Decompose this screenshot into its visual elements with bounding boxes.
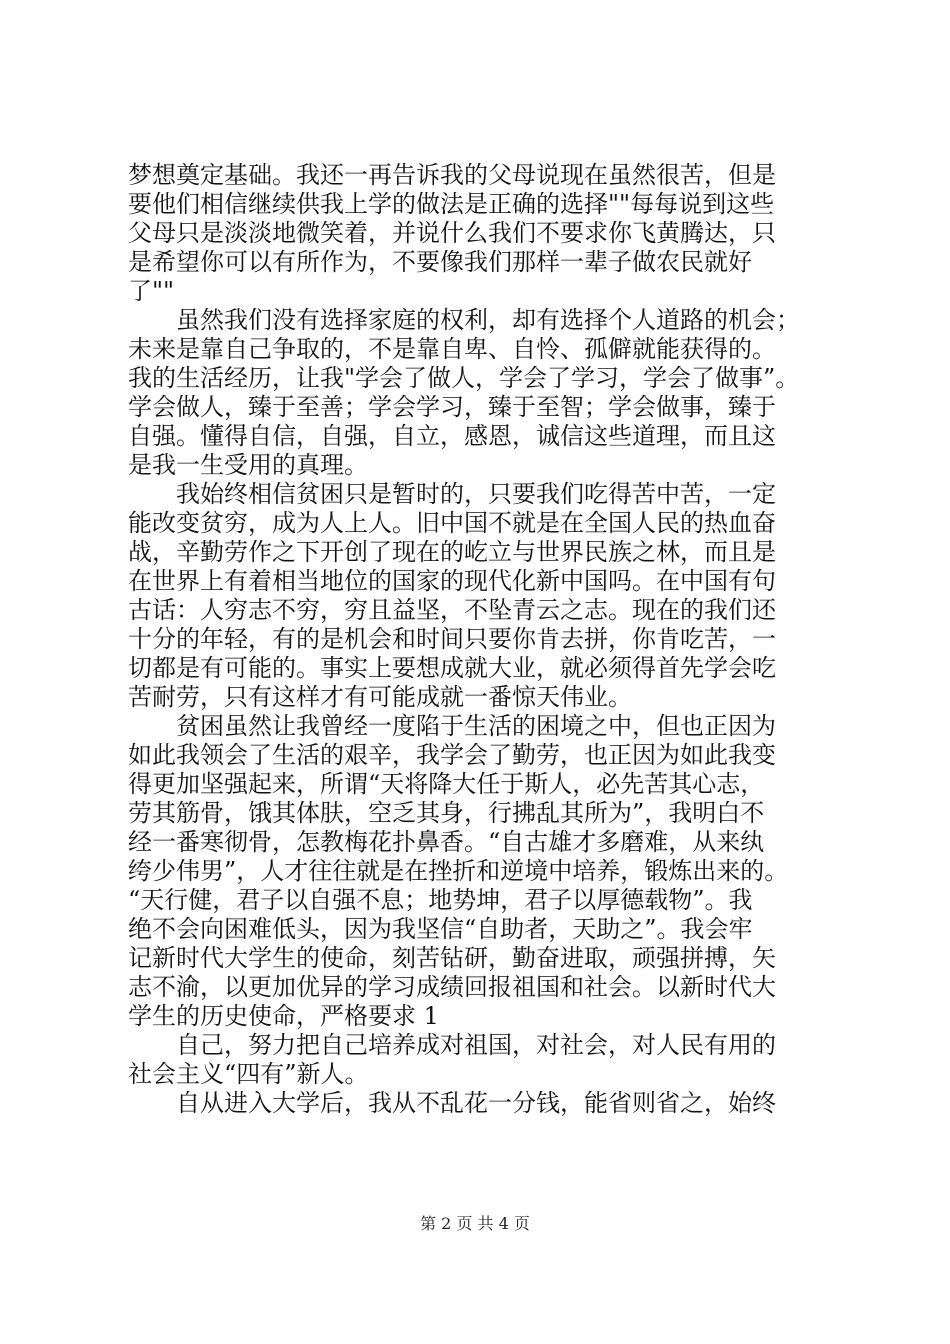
text-line: 我始终相信贫困只是暂时的，只要我们吃得苦中苦，一定 [128, 480, 776, 508]
text-line: 社会主义“四有”新人。 [128, 1060, 369, 1088]
text-line: 战，辛勤劳作之下开创了现在的屹立与世界民族之林，而且是 [128, 538, 776, 566]
text-line: 能改变贫穷，成为人上人。旧中国不就是在全国人民的热血奋 [128, 509, 776, 537]
text-line: 我的生活经历，让我"学会了做人，学会了学习，学会了做事”。 [128, 364, 800, 392]
text-line: 在世界上有着相当地位的国家的现代化新中国吗。在中国有句 [128, 567, 776, 595]
text-line: 绝不会向困难低头，因为我坚信“自助者，天助之”。我会牢 [128, 915, 753, 943]
text-line: 如此我领会了生活的艰辛，我学会了勤劳，也正因为如此我变 [128, 741, 776, 769]
text-line: 绔少伟男”，人才往往就是在挫折和逆境中培养，锻炼出来的。 [128, 857, 789, 885]
text-line: 得更加坚强起来，所谓“天将降大任于斯人，必先苦其心志， [128, 770, 765, 798]
text-line: 十分的年轻，有的是机会和时间只要你肯去拼，你肯吃苦，一 [128, 625, 776, 653]
text-line: 了"" [128, 277, 175, 305]
text-line: 学生的历史使命，严格要求 1 [128, 1002, 439, 1030]
text-line: 经一番寒彻骨，怎教梅花扑鼻香。“自古雄才多磨难，从来纨 [128, 828, 765, 856]
text-line: 未来是靠自己争取的，不是靠自卑、自怜、孤僻就能获得的。 [128, 335, 776, 363]
text-line: 自从进入大学后，我从不乱花一分钱，能省则省之，始终 [128, 1089, 776, 1117]
text-line: 是我一生受用的真理。 [128, 451, 368, 479]
text-line: 虽然我们没有选择家庭的权利，却有选择个人道路的机会； [128, 306, 800, 334]
text-line: 古话：人穷志不穷，穷且益坚，不坠青云之志。现在的我们还 [128, 596, 776, 624]
text-line: 志不渝，以更加优异的学习成绩回报祖国和社会。以新时代大 [128, 973, 776, 1001]
text-line: “天行健，君子以自强不息；地势坤，君子以厚德载物”。我 [128, 886, 753, 914]
text-line: 劳其筋骨，饿其体肤，空乏其身，行拂乱其所为”，我明白不 [128, 799, 765, 827]
text-line: 苦耐劳，只有这样才有可能成就一番惊天伟业。 [128, 683, 632, 711]
text-line: 是希望你可以有所作为，不要像我们那样一辈子做农民就好 [128, 248, 752, 276]
text-line: 要他们相信继续供我上学的做法是正确的选择""每每说到这些 [128, 190, 775, 218]
page-footer: 第 2 页 共 4 页 [420, 1214, 530, 1233]
text-line: 自己，努力把自己培养成对祖国，对社会，对人民有用的 [128, 1031, 776, 1059]
text-line: 学会做人，臻于至善；学会学习，臻于至智；学会做事，臻于 [128, 393, 776, 421]
text-line: 自强。懂得自信，自强，自立，感恩，诚信这些道理，而且这 [128, 422, 776, 450]
text-line: 记新时代大学生的使命，刻苦钻研，勤奋进取，顽强拼搏，矢 [128, 944, 776, 972]
text-line: 父母只是淡淡地微笑着，并说什么我们不要求你飞黄腾达，只 [128, 219, 776, 247]
text-line: 梦想奠定基础。我还一再告诉我的父母说现在虽然很苦，但是 [128, 161, 776, 189]
text-line: 切都是有可能的。事实上要想成就大业，就必须得首先学会吃 [128, 654, 776, 682]
text-line: 贫困虽然让我曾经一度陷于生活的困境之中，但也正因为 [128, 712, 776, 740]
